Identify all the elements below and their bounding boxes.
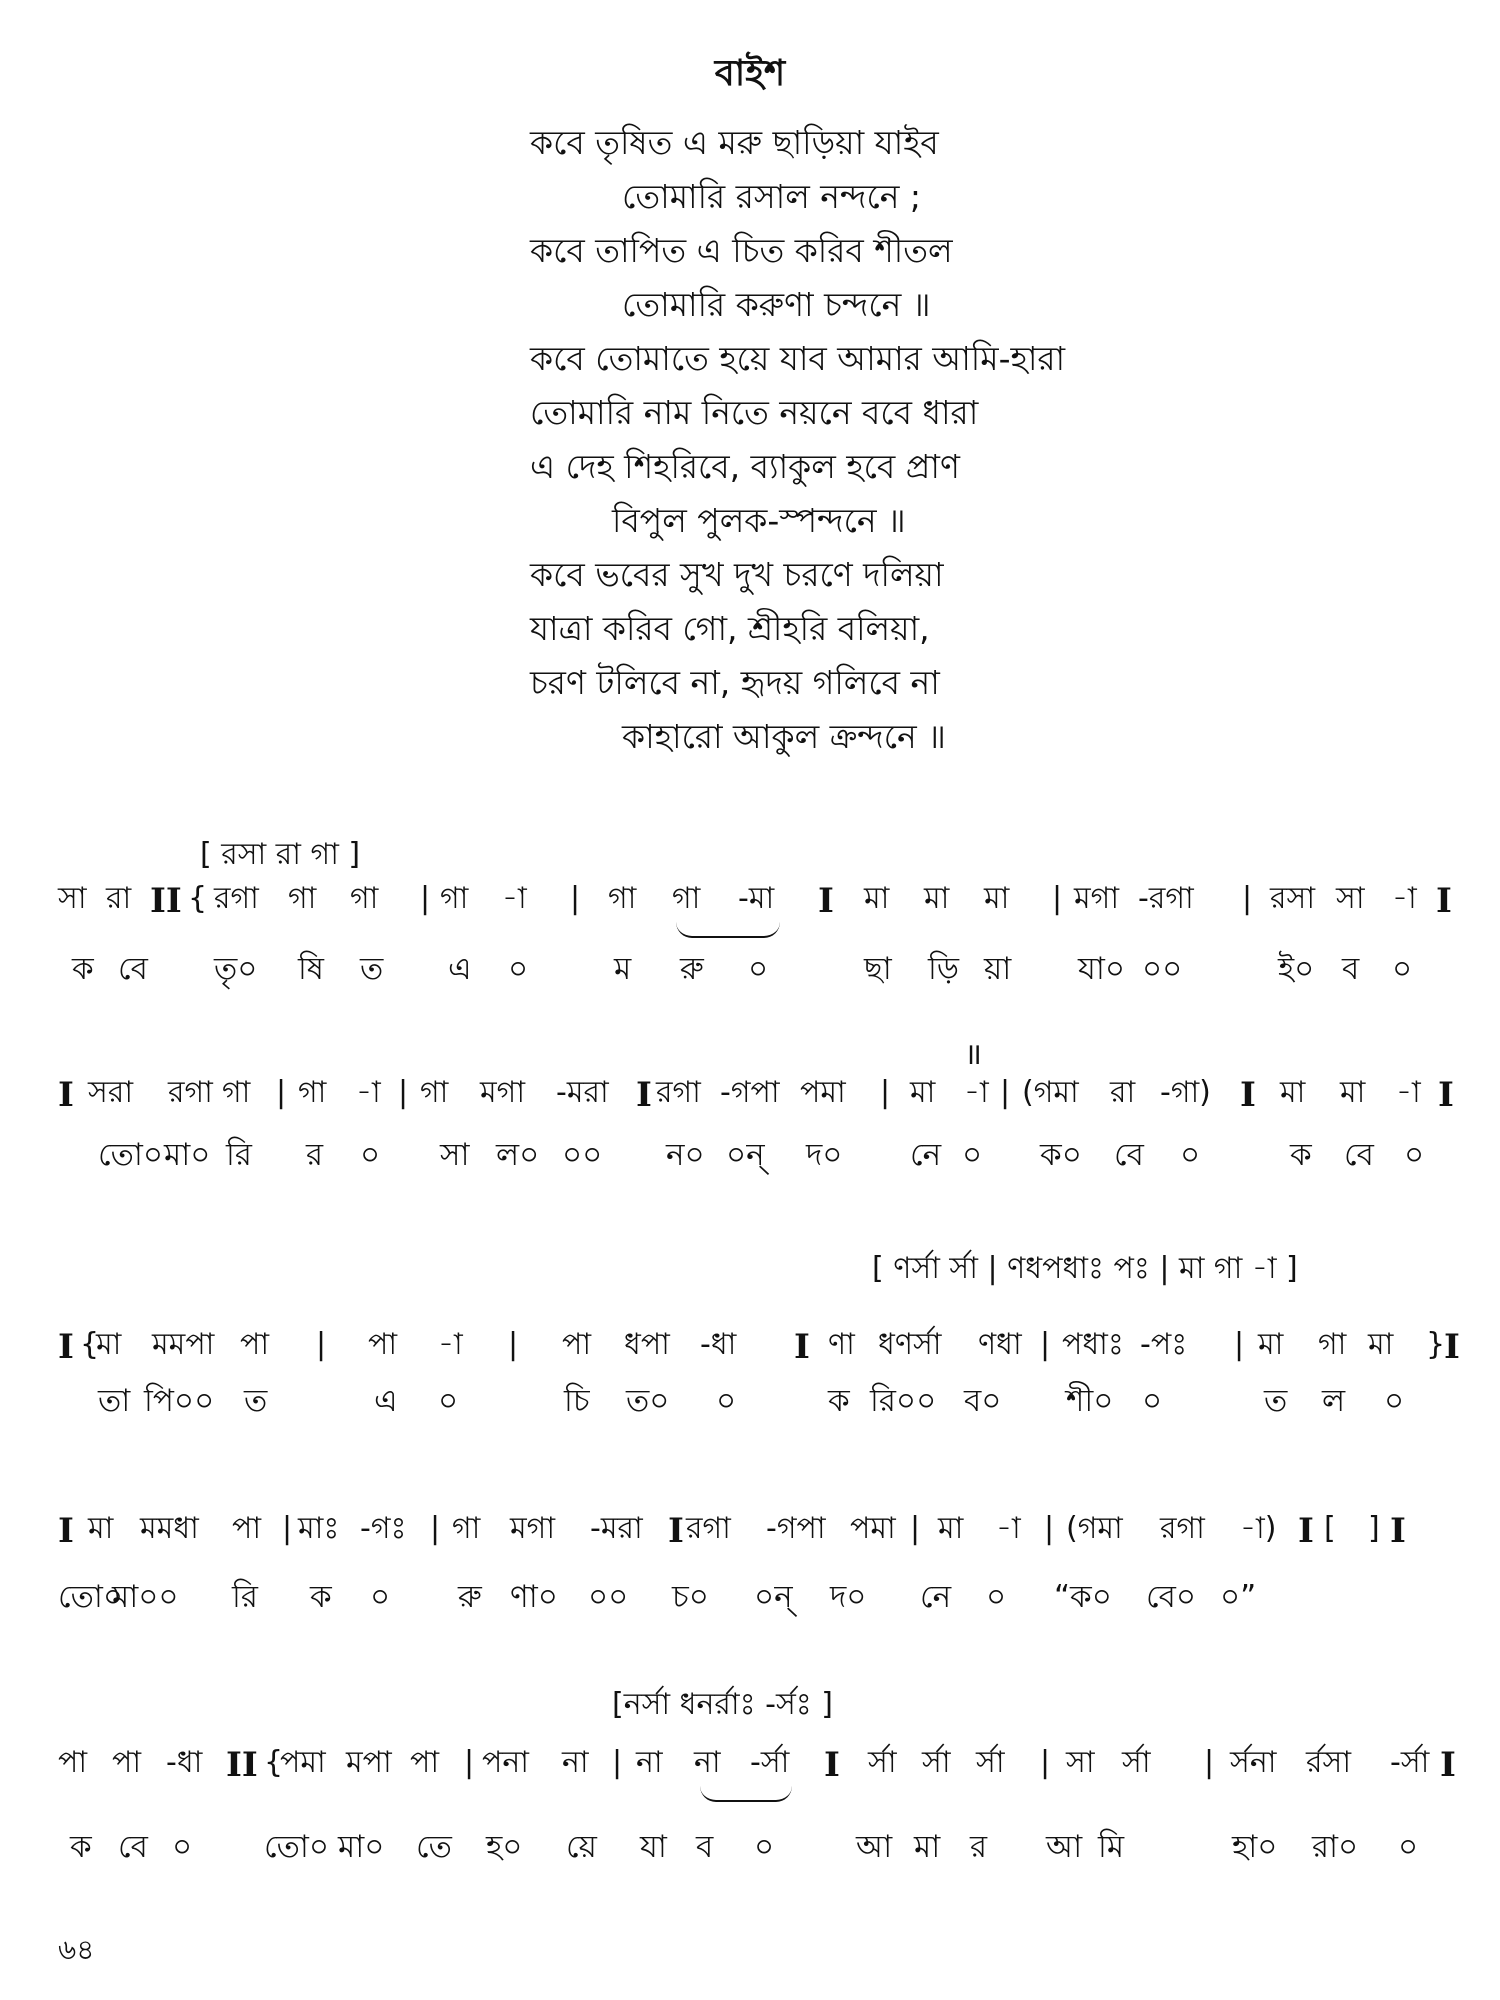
syllable: তো০ (58, 1579, 123, 1615)
syllable: ০০ (1142, 951, 1183, 987)
note: রগা (1160, 1511, 1205, 1546)
note: -র্সা (750, 1745, 790, 1780)
notes-row (0, 1511, 1500, 1558)
note: -মরা (556, 1075, 609, 1110)
syllable: বে (1114, 1137, 1144, 1173)
syllable: য়া (984, 951, 1012, 987)
syllable: চি (564, 1383, 590, 1419)
syllable: ০০ (588, 1579, 629, 1615)
lyrics-row (0, 1579, 1500, 1626)
syllable: মা০ (164, 1137, 211, 1173)
syllable: ০ (1398, 1829, 1419, 1865)
syllable: ০ (508, 951, 529, 987)
note: ণা (828, 1327, 855, 1362)
note: -া (356, 1075, 381, 1110)
placeholder-bracket: [ (1324, 1511, 1336, 1546)
note: -গপা (720, 1075, 780, 1110)
barline: | (276, 1075, 287, 1110)
syllable: ম (614, 951, 632, 987)
barline: I (824, 1745, 840, 1785)
note: গা (288, 881, 317, 916)
note: ণধা (978, 1327, 1022, 1362)
syllable: ০ (986, 1579, 1007, 1615)
barline: | (430, 1511, 441, 1546)
note: মা (88, 1511, 114, 1546)
syllable: তো০ (264, 1829, 329, 1865)
syllable: ০ (748, 951, 769, 987)
note: র্সা (976, 1745, 1005, 1780)
note: গা (420, 1075, 449, 1110)
note: র্সনা (1230, 1745, 1277, 1780)
variant-bracket (0, 1687, 1500, 1734)
barline: | (570, 881, 581, 916)
syllable: মা০ (338, 1829, 385, 1865)
note: গা (1318, 1327, 1347, 1362)
barline: | (508, 1327, 519, 1362)
barline: I (1440, 1745, 1456, 1785)
syllable: হ০ (486, 1829, 523, 1865)
note: -রগা (1138, 881, 1194, 916)
variant-bracket (0, 1251, 1500, 1298)
syllable: ০ (716, 1383, 737, 1419)
syllable: ত০ (626, 1383, 670, 1419)
syllable: ব (1342, 951, 1360, 987)
syllable: ০ (438, 1383, 459, 1419)
syllable: যা০ (1078, 951, 1126, 987)
note: রা (106, 881, 132, 916)
note: পমা (800, 1075, 846, 1110)
syllable: ০ (754, 1829, 775, 1865)
barline: | (1044, 1511, 1055, 1546)
slur-mark (700, 1786, 792, 1802)
note: মগা (510, 1511, 556, 1546)
poem-line: কবে তোমাতে হয়ে যাব আমার আমি-হারা (530, 339, 1066, 378)
syllable: আ (1046, 1829, 1083, 1865)
syllable: রি (232, 1579, 258, 1615)
syllable: নে (920, 1579, 952, 1615)
barline: I (636, 1075, 652, 1115)
note: -র্সা (1390, 1745, 1430, 1780)
page-number: ৬৪ (58, 1933, 95, 1966)
syllable: ০ (962, 1137, 983, 1173)
syllable: ড়ি (928, 951, 959, 987)
barline: I (1298, 1511, 1314, 1551)
syllable: ০ (370, 1579, 391, 1615)
note: পা (410, 1745, 440, 1780)
syllable: চ০ (672, 1579, 709, 1615)
note: -মরা (590, 1511, 643, 1546)
lyrics-row (0, 951, 1500, 998)
syllable: ০০ (562, 1137, 603, 1173)
syllable: সা (440, 1137, 470, 1173)
note: গা (608, 881, 637, 916)
poem-line: বিপুল পুলক-স্পন্দনে ॥ (612, 501, 906, 540)
note: পা (368, 1327, 398, 1362)
note: গা (222, 1075, 251, 1110)
lyrics-row (0, 1829, 1500, 1876)
syllable: ০ন্‌ (754, 1579, 793, 1615)
note: রা (1110, 1075, 1136, 1110)
note: -পঃ (1140, 1327, 1188, 1362)
note: -মা (738, 881, 775, 916)
poem-line: কবে তৃষিত এ মরু ছাড়িয়া যাইব (530, 123, 939, 162)
note: সরা (88, 1075, 134, 1110)
variant-text: [ রসা রা গা ] (200, 837, 361, 872)
syllable: ত (1264, 1383, 1288, 1419)
note: পা (232, 1511, 262, 1546)
note: মা (1258, 1327, 1284, 1362)
barline: I (1436, 881, 1452, 921)
note: মা (938, 1511, 964, 1546)
barline: | (1000, 1075, 1011, 1110)
note: -া (964, 1075, 989, 1110)
syllable: ০ (1392, 951, 1413, 987)
syllable: হা০ (1232, 1829, 1278, 1865)
syllable: ০ (1384, 1383, 1405, 1419)
syllable: এ (448, 951, 472, 987)
note: পনা (482, 1745, 529, 1780)
barline: I (1444, 1327, 1460, 1367)
syllable: ব০ (964, 1383, 1002, 1419)
note: -া (502, 881, 527, 916)
syllable: মি (1098, 1829, 1125, 1865)
barline: I (58, 1511, 74, 1551)
note: রগা (656, 1075, 701, 1110)
notes-row (0, 1075, 1500, 1122)
barline: II (226, 1745, 258, 1785)
note: -া (996, 1511, 1021, 1546)
note: -গপা (766, 1511, 826, 1546)
note: পমা (280, 1745, 326, 1780)
syllable: ক (1290, 1137, 1312, 1173)
note: না (636, 1745, 663, 1780)
note: মা (924, 881, 950, 916)
barline: | (282, 1511, 293, 1546)
syllable: রু (680, 951, 704, 987)
poem-line: তোমারি রসাল নন্দনে ; (622, 177, 922, 216)
barline: I (818, 881, 834, 921)
barline: I (58, 1327, 74, 1367)
syllable: ০” (1220, 1579, 1257, 1615)
syllable: ল০ (496, 1137, 540, 1173)
variant-text: [নর্সা ধনর্রাঃ -র্সঃ ] (612, 1687, 833, 1722)
lyrics-row (0, 1383, 1500, 1430)
poem-line: তোমারি নাম নিতে নয়নে ববে ধারা (530, 393, 979, 432)
lyrics-row (0, 1137, 1500, 1184)
placeholder-bracket: ] (1368, 1511, 1380, 1546)
syllable: র (306, 1137, 324, 1173)
variant-bracket (0, 837, 1500, 884)
note: মগা (480, 1075, 526, 1110)
poem-line: কাহারো আকুল ক্রন্দনে ॥ (622, 717, 946, 756)
barline: | (420, 881, 431, 916)
note: { (264, 1745, 284, 1780)
note: -গঃ (360, 1511, 407, 1546)
note: গা (350, 881, 379, 916)
barline: II (150, 881, 182, 921)
barline: | (612, 1745, 623, 1780)
note: সা (1066, 1745, 1095, 1780)
syllable: ক (70, 1829, 92, 1865)
syllable: ক০ (1040, 1137, 1082, 1173)
note: { (80, 1327, 100, 1362)
note: পা (112, 1745, 142, 1780)
syllable: রা০ (1312, 1829, 1359, 1865)
note: না (562, 1745, 589, 1780)
syllable: “ক০ (1054, 1579, 1112, 1615)
note: রগা (214, 881, 259, 916)
syllable: য়ে (566, 1829, 597, 1865)
note: -ধা (700, 1327, 737, 1362)
note: না (694, 1745, 721, 1780)
syllable: এ (374, 1383, 398, 1419)
note: -া) (1240, 1511, 1277, 1546)
syllable: পি০০ (144, 1383, 215, 1419)
note: মা (910, 1075, 936, 1110)
barline: | (1052, 881, 1063, 916)
barline: | (1204, 1745, 1215, 1780)
syllable: তা (98, 1383, 131, 1419)
note: রগা (686, 1511, 731, 1546)
barline: | (1234, 1327, 1245, 1362)
barline: | (880, 1075, 891, 1110)
syllable: ষি (298, 951, 324, 987)
note: পধাঃ (1062, 1327, 1124, 1362)
note: -া (1392, 881, 1417, 916)
syllable: নে (910, 1137, 942, 1173)
note: ধপা (624, 1327, 670, 1362)
barline: | (1040, 1327, 1051, 1362)
syllable: ক (828, 1383, 850, 1419)
syllable: ০ (172, 1829, 193, 1865)
note: মমধা (140, 1511, 199, 1546)
notes-row (0, 1327, 1500, 1374)
syllable: রি০০ (870, 1383, 937, 1419)
syllable: ০ন্‌ (726, 1137, 765, 1173)
barline: I (1240, 1075, 1256, 1115)
syllable: ০ (360, 1137, 381, 1173)
note: র্সা (1122, 1745, 1151, 1780)
note: রগা (168, 1075, 213, 1110)
syllable: তে (416, 1829, 452, 1865)
note: { (188, 881, 208, 916)
note: মা (1340, 1075, 1366, 1110)
syllable: রি (226, 1137, 252, 1173)
poem-line: যাত্রা করিব গো, শ্রীহরি বলিয়া, (530, 609, 930, 648)
barline: | (398, 1075, 409, 1110)
note: মা (864, 881, 890, 916)
note: -গা) (1160, 1075, 1211, 1110)
note: র্সা (922, 1745, 951, 1780)
note: মা (1368, 1327, 1394, 1362)
syllable: ক (72, 951, 94, 987)
slur-mark (676, 922, 780, 938)
variant-text: [ ণর্সা র্সা | ণধপধাঃ পঃ | মা গা -া ] (872, 1251, 1298, 1286)
barline: | (1242, 881, 1253, 916)
syllable: ব (696, 1829, 714, 1865)
note: মা (984, 881, 1010, 916)
syllable: দ০ (830, 1579, 867, 1615)
barline: | (464, 1745, 475, 1780)
note: মমপা (152, 1327, 215, 1362)
syllable: ত (244, 1383, 268, 1419)
poem-line: তোমারি করুণা চন্দনে ॥ (622, 285, 931, 324)
syllable: আ (856, 1829, 893, 1865)
note: মা (96, 1327, 122, 1362)
note: (গমা (1066, 1511, 1123, 1546)
note: সা (58, 881, 87, 916)
note: মা (1280, 1075, 1306, 1110)
note: ধণর্সা (878, 1327, 942, 1362)
note: মাঃ (298, 1511, 340, 1546)
double-bar-mark: ॥ (964, 1037, 982, 1072)
syllable: মা (914, 1829, 941, 1865)
poem-line: এ দেহ শিহরিবে, ব্যাকুল হবে প্রাণ (530, 447, 960, 486)
syllable: তৃ০ (214, 951, 258, 987)
note: গা (440, 881, 469, 916)
syllable: ত (360, 951, 384, 987)
note: পমা (850, 1511, 896, 1546)
syllable: শী০ (1066, 1383, 1114, 1419)
syllable: ছা (864, 951, 892, 987)
poem-line: কবে তাপিত এ চিত করিব শীতল (530, 231, 953, 270)
syllable: তো০ (98, 1137, 163, 1173)
syllable: ০ (1142, 1383, 1163, 1419)
syllable: ০ (1180, 1137, 1201, 1173)
syllable: ই০ (1278, 951, 1315, 987)
barline: I (794, 1327, 810, 1367)
syllable: যা (640, 1829, 667, 1865)
syllable: বে০ (1146, 1579, 1196, 1615)
syllable: বে (118, 1829, 148, 1865)
syllable: র (970, 1829, 988, 1865)
note: পা (562, 1327, 592, 1362)
note: মপা (346, 1745, 392, 1780)
barline: I (1390, 1511, 1406, 1551)
note: পা (240, 1327, 270, 1362)
note: র্রসা (1306, 1745, 1352, 1780)
barline: | (1040, 1745, 1051, 1780)
note: } (1426, 1327, 1446, 1362)
note: রসা (1270, 881, 1316, 916)
syllable: ক (310, 1579, 332, 1615)
note: (গমা (1022, 1075, 1079, 1110)
syllable: মা০০ (112, 1579, 179, 1615)
note: গা (672, 881, 701, 916)
barline: I (1438, 1075, 1454, 1115)
song-title: বাইশ (714, 53, 786, 94)
syllable: ন০ (666, 1137, 705, 1173)
barline: | (316, 1327, 327, 1362)
note: -া (1396, 1075, 1421, 1110)
syllable: ল (1322, 1383, 1346, 1419)
note: র্সা (868, 1745, 897, 1780)
barline: | (910, 1511, 921, 1546)
syllable: দ০ (806, 1137, 843, 1173)
syllable: ণা০ (510, 1579, 558, 1615)
syllable: বে (1344, 1137, 1374, 1173)
syllable: ০ (1404, 1137, 1425, 1173)
syllable: রু (458, 1579, 482, 1615)
note: গা (298, 1075, 327, 1110)
note: পা (58, 1745, 88, 1780)
syllable: বে (118, 951, 148, 987)
barline: I (58, 1075, 74, 1115)
note: মগা (1074, 881, 1120, 916)
note: -া (438, 1327, 463, 1362)
poem-line: কবে ভবের সুখ দুখ চরণে দলিয়া (530, 555, 944, 594)
barline: I (668, 1511, 684, 1551)
note: -ধা (166, 1745, 203, 1780)
note: সা (1336, 881, 1365, 916)
note: গা (452, 1511, 481, 1546)
poem-line: চরণ টলিবে না, হৃদয় গলিবে না (530, 663, 940, 702)
